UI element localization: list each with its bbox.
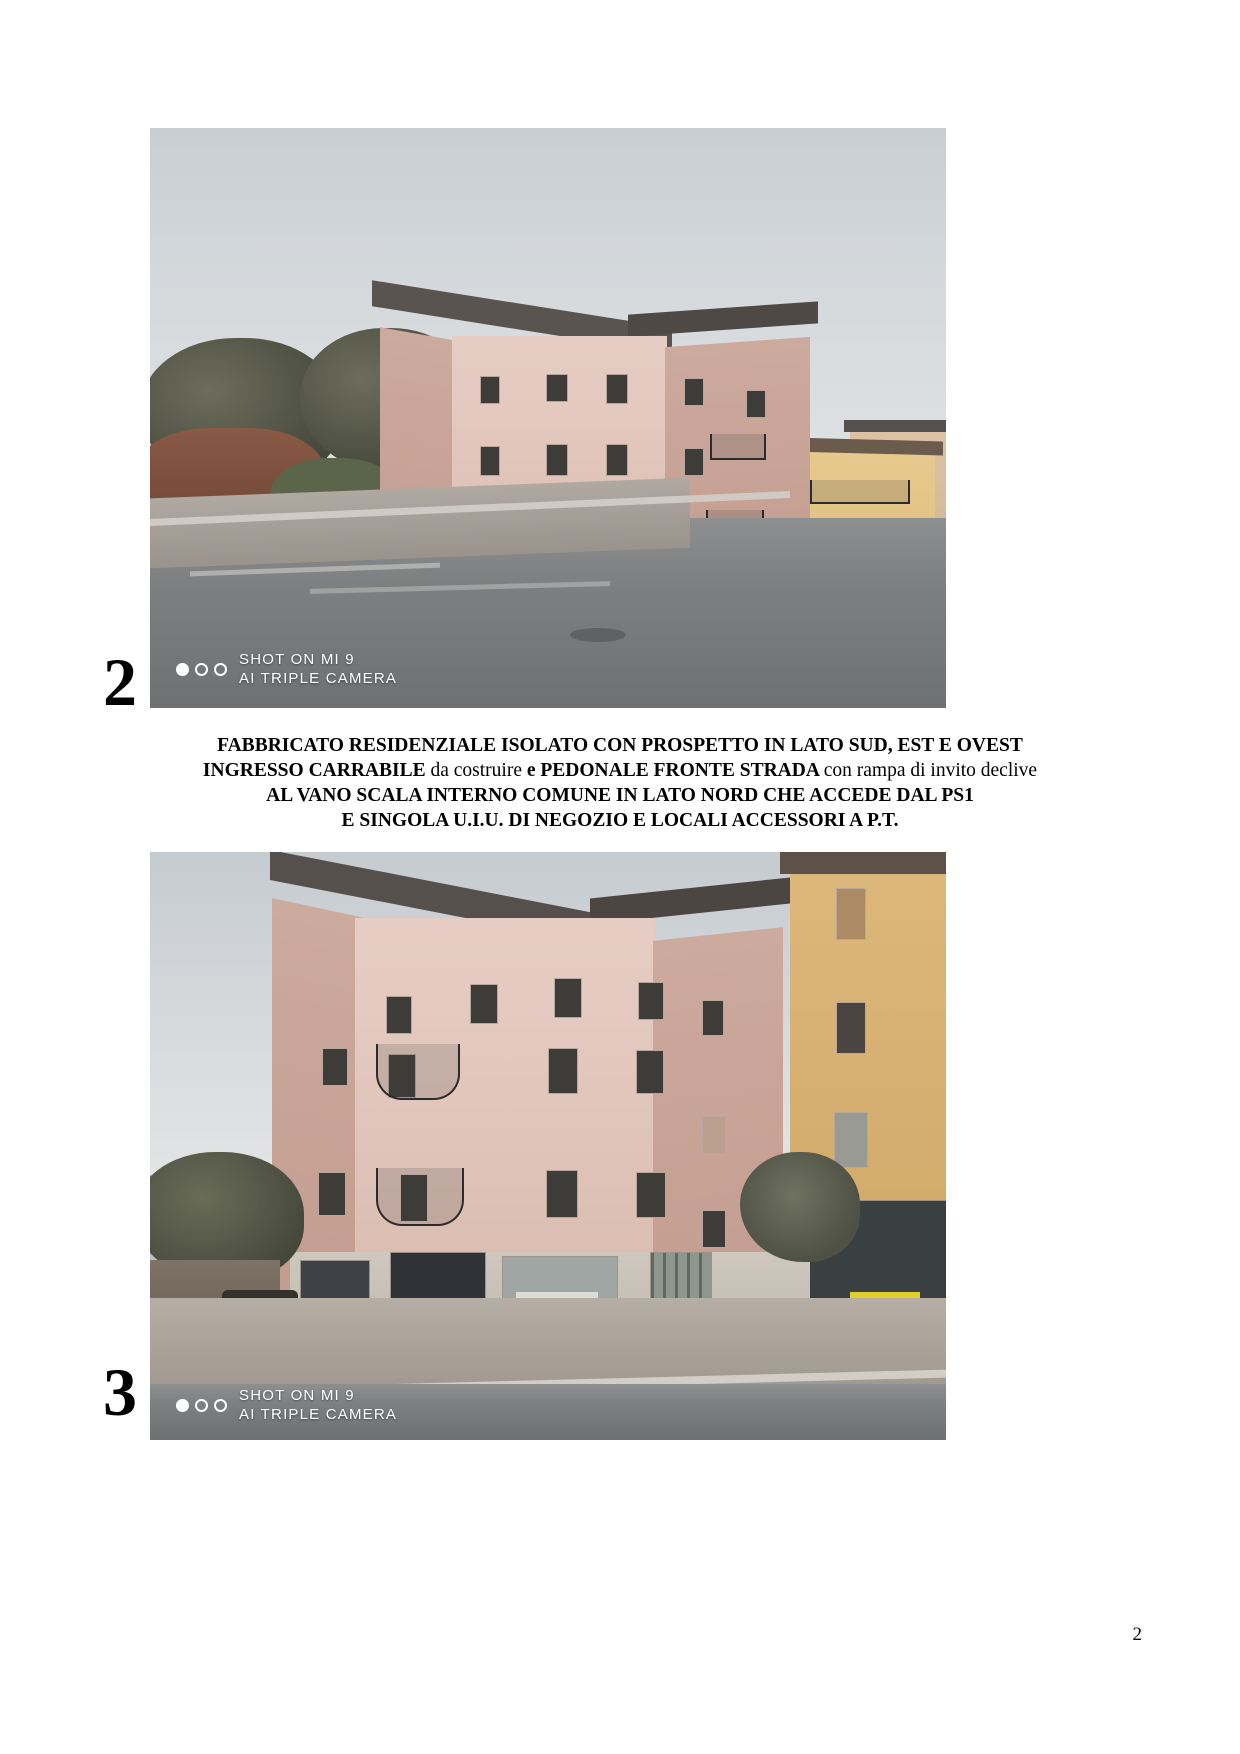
watermark-text	[239, 650, 397, 688]
page-number: 2	[1132, 1624, 1142, 1645]
figure-number-2: 2	[103, 644, 137, 720]
caption-line-3: AL VANO SCALA INTERNO COMUNE IN LATO NORD CHE ACCEDE DAL PS1	[266, 785, 974, 806]
window-s-3	[606, 374, 628, 404]
figure-photo-1	[150, 128, 946, 708]
watermark-dot-1	[176, 663, 189, 676]
watermark-line-1: SHOT ON MI 9	[239, 651, 355, 668]
camera-watermark	[176, 650, 397, 688]
figure-photo-2	[150, 852, 946, 1440]
balcony-yellow-1	[810, 480, 910, 504]
window-2-s-4	[638, 982, 664, 1020]
window-right-2	[836, 1002, 866, 1054]
camera-watermark-2	[176, 1386, 397, 1424]
balcony-2-upper	[376, 1044, 460, 1100]
watermark-dot-1	[176, 1399, 189, 1412]
window-2-e-2	[702, 1116, 726, 1154]
figure-number-3: 3	[103, 1354, 137, 1430]
watermark-line-2: AI TRIPLE CAMERA	[239, 1406, 398, 1423]
window-e-3	[684, 448, 704, 476]
tree-2-right	[740, 1152, 860, 1262]
caption-line-2-c: e PEDONALE FRONTE STRADA	[526, 760, 824, 781]
window-right-1	[836, 888, 866, 940]
window-2-s-11	[546, 1170, 578, 1218]
paving-2	[150, 1298, 946, 1384]
watermark-dot-2	[195, 1399, 208, 1412]
watermark-dot-2	[195, 663, 208, 676]
balcony-e-1	[710, 434, 766, 460]
roof-right-ochre	[780, 852, 946, 874]
window-e-1	[684, 378, 704, 406]
window-2-e-1	[702, 1000, 724, 1036]
watermark-dot-3	[214, 1399, 227, 1412]
manhole-cover	[570, 628, 626, 642]
window-2-s-10	[400, 1174, 428, 1222]
window-e-2	[746, 390, 766, 418]
caption-line-1: FABBRICATO RESIDENZIALE ISOLATO CON PROSPETTO IN LATO SUD, EST E OVEST	[217, 735, 1023, 756]
window-2-s-5	[322, 1048, 348, 1086]
window-2-s-9	[318, 1172, 346, 1216]
window-2-s-8	[636, 1050, 664, 1094]
window-s-6	[606, 444, 628, 476]
caption-line-2-a: INGRESSO CARRABILE	[202, 760, 431, 781]
window-2-e-3	[702, 1210, 726, 1248]
caption-line-2-d: con rampa di invito declive	[823, 760, 1038, 781]
watermark-dot-3	[214, 663, 227, 676]
caption-line-2	[85, 758, 1155, 783]
watermark-dots-2	[176, 1399, 227, 1412]
window-2-s-12	[636, 1172, 666, 1218]
window-s-4	[480, 446, 500, 476]
watermark-text-2	[239, 1386, 397, 1424]
window-2-s-1	[386, 996, 412, 1034]
window-s-2	[546, 374, 568, 402]
figure-caption	[85, 733, 1155, 833]
window-s-5	[546, 444, 568, 476]
watermark-line-2: AI TRIPLE CAMERA	[239, 670, 398, 687]
watermark-line-1: SHOT ON MI 9	[239, 1387, 355, 1404]
watermark-dots	[176, 663, 227, 676]
window-s-1	[480, 376, 500, 404]
roof-far-right	[844, 420, 946, 432]
window-2-s-2	[470, 984, 498, 1024]
window-2-s-7	[548, 1048, 578, 1094]
window-right-3	[834, 1112, 868, 1168]
window-2-s-3	[554, 978, 582, 1018]
caption-line-4: E SINGOLA U.I.U. DI NEGOZIO E LOCALI ACCESSORI A P.T.	[341, 810, 899, 831]
caption-line-2-b: da costruire	[430, 760, 527, 781]
